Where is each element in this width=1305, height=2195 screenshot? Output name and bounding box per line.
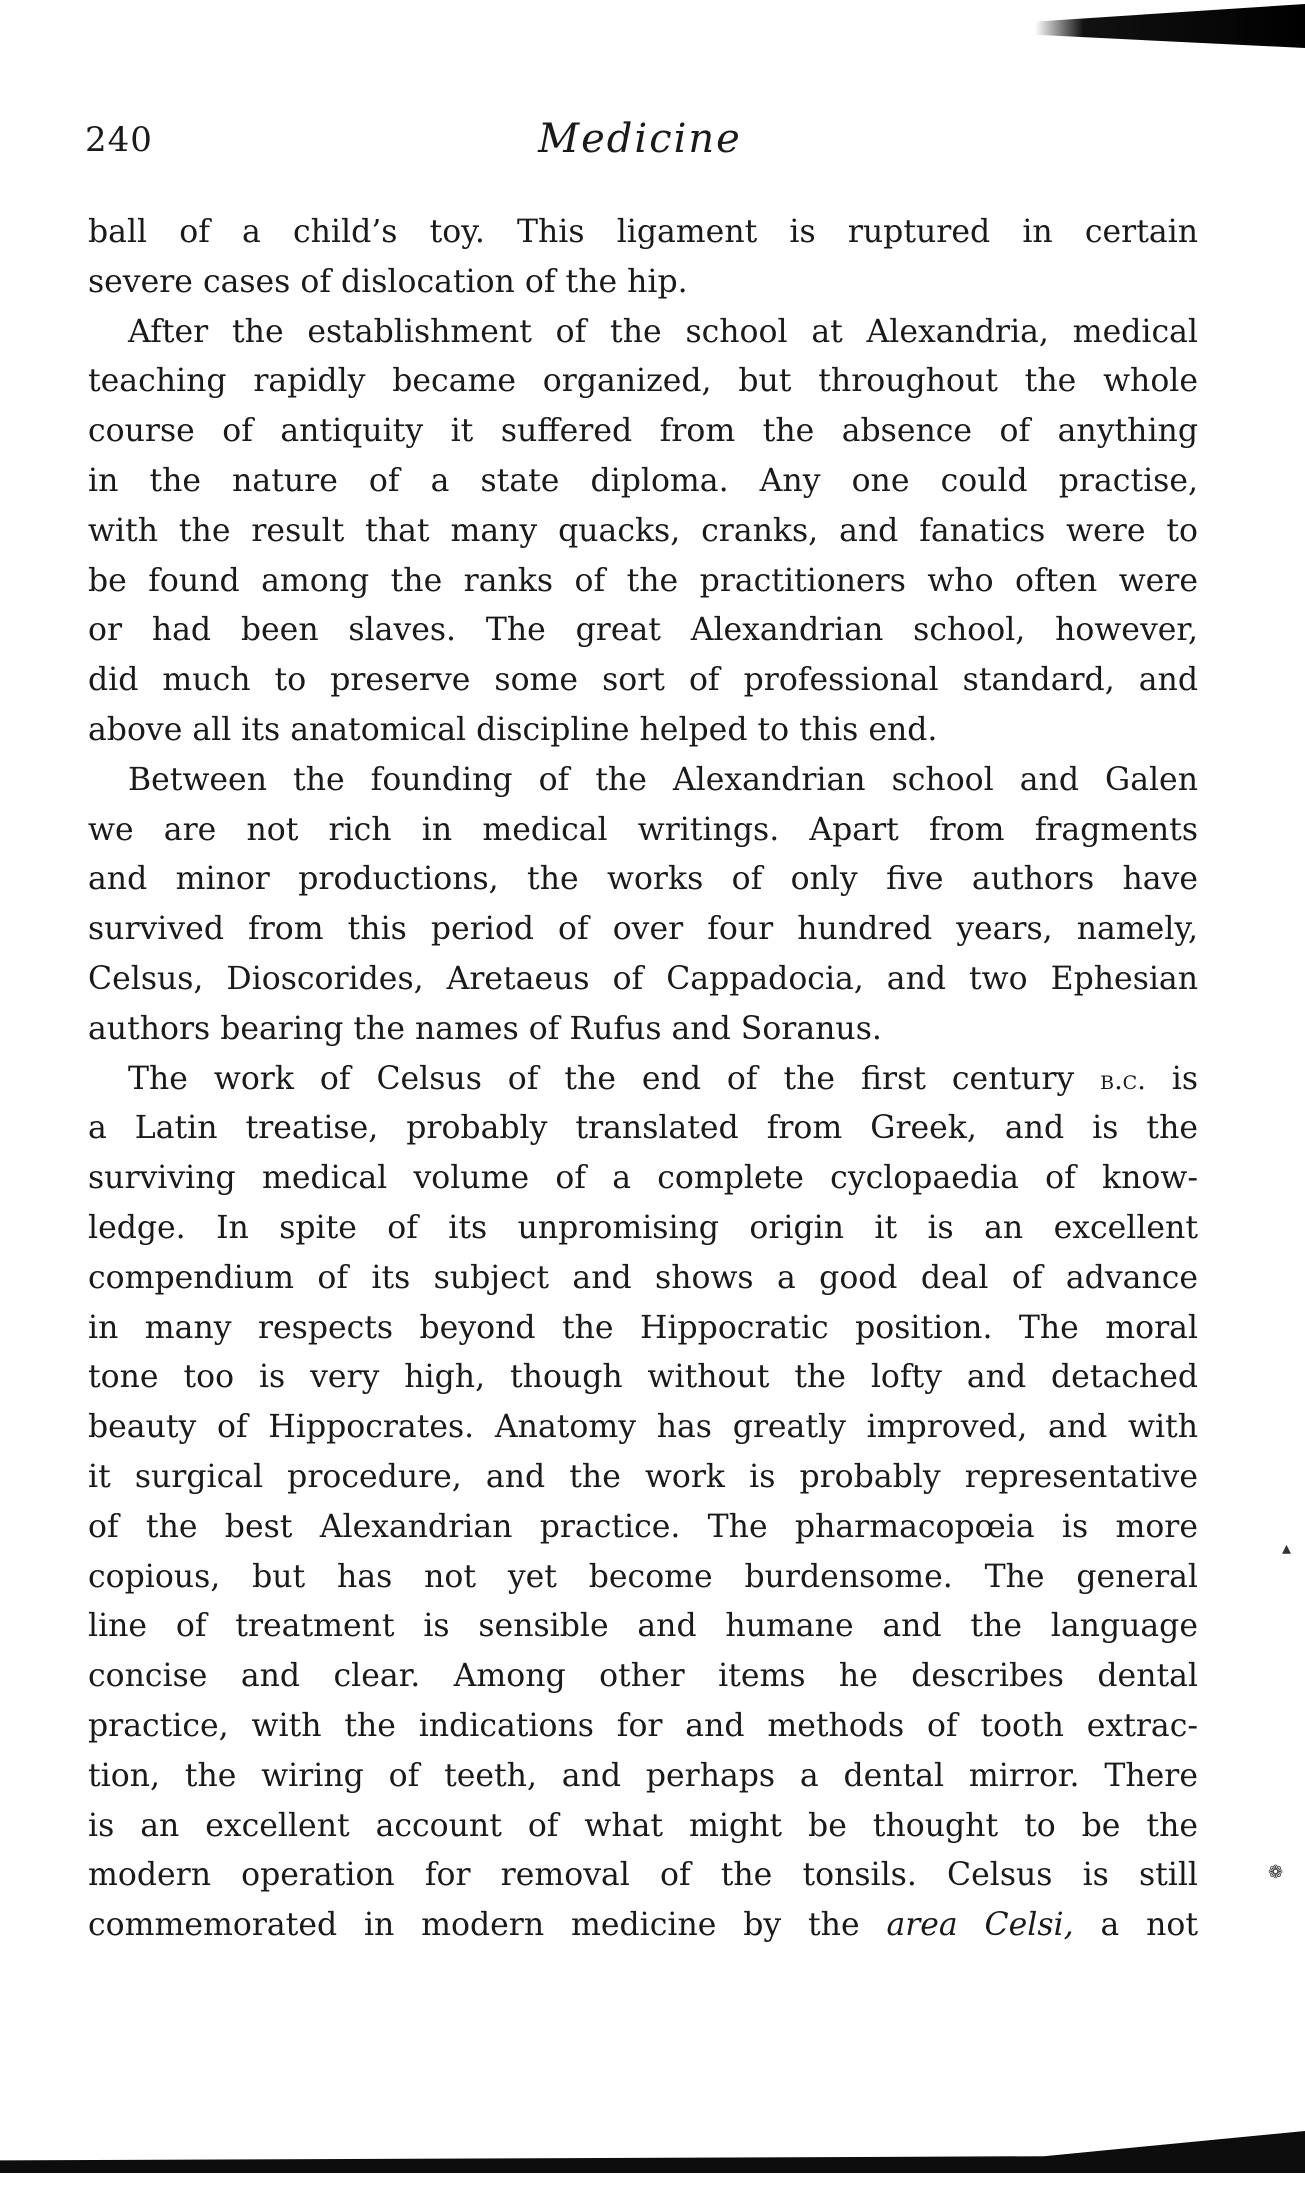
- text-line: line of treatment is sensible and humane and the language: [88, 1608, 1198, 1645]
- top-scan-edge: [1035, 4, 1305, 48]
- text-line: a Latin treatise, probably translated from Greek, and is the: [88, 1110, 1198, 1147]
- margin-speck: ▴: [1282, 1538, 1292, 1559]
- text-line: in the nature of a state diploma. Any one could practise,: [88, 462, 1198, 499]
- latin-term: area Celsi,: [886, 1907, 1074, 1944]
- text-line: and minor productions, the works of only five authors have: [88, 861, 1198, 898]
- era-abbreviation: b.c.: [1100, 1064, 1146, 1096]
- text-line: course of antiquity it suffered from the absence of anything: [88, 413, 1198, 450]
- text-segment: The work of Celsus of the end of the first century: [128, 1060, 1075, 1097]
- page-header: [85, 116, 1195, 180]
- text-line: copious, but has not yet become burdensome. The general: [88, 1558, 1198, 1595]
- text-line: is an excellent account of what might be thought to be the: [88, 1807, 1198, 1844]
- text-line: survived from this period of over four hundred years, namely,: [88, 911, 1198, 948]
- text-line: modern operation for removal of the tonsils. Celsus is still: [88, 1857, 1198, 1894]
- margin-speck: ❁: [1268, 1862, 1284, 1883]
- text-line: of the best Alexandrian practice. The pharmacopœia is more: [88, 1508, 1198, 1545]
- text-line: authors bearing the names of Rufus and Soranus.: [88, 1010, 882, 1047]
- paragraph-start: Between the founding of the Alexandrian school and Galen: [128, 761, 1198, 798]
- text-line: severe cases of dislocation of the hip.: [88, 263, 688, 300]
- text-line: Celsus, Dioscorides, Aretaeus of Cappadocia, and two Ephesian: [88, 960, 1198, 997]
- text-segment: a not: [1100, 1907, 1198, 1944]
- text-line: tion, the wiring of teeth, and perhaps a dental mirror. There: [88, 1757, 1198, 1794]
- paragraph-start: [88, 1055, 1198, 1105]
- text-line: practice, with the indications for and methods of tooth extrac-: [88, 1707, 1198, 1744]
- text-line: did much to preserve some sort of professional standard, and: [88, 662, 1198, 699]
- page-number: 240: [85, 120, 153, 160]
- paragraph-start: After the establishment of the school at Alexandria, medical: [128, 313, 1198, 350]
- text-line: in many respects beyond the Hippocratic position. The moral: [88, 1309, 1198, 1346]
- text-line: we are not rich in medical writings. Apart from fragments: [88, 811, 1198, 848]
- text-line: ball of a child’s toy. This ligament is ruptured in certain: [88, 214, 1198, 250]
- text-line: compendium of its subject and shows a good deal of advance: [88, 1259, 1198, 1296]
- text-segment: is: [1171, 1060, 1198, 1097]
- text-line: beauty of Hippocrates. Anatomy has greatly improved, and with: [88, 1409, 1198, 1446]
- text-line: be found among the ranks of the practitioners who often were: [88, 562, 1198, 599]
- text-line: above all its anatomical discipline helped to this end.: [88, 711, 938, 748]
- text-line: teaching rapidly became organized, but throughout the whole: [88, 363, 1198, 400]
- text-line: [88, 1901, 1198, 1951]
- text-line: surviving medical volume of a complete cyclopaedia of know-: [88, 1160, 1198, 1197]
- text-line: ledge. In spite of its unpromising origin it is an excellent: [88, 1209, 1198, 1246]
- text-line: concise and clear. Among other items he describes dental: [88, 1658, 1198, 1695]
- text-line: tone too is very high, though without the lofty and detached: [88, 1359, 1198, 1396]
- text-line: it surgical procedure, and the work is probably representative: [88, 1458, 1198, 1495]
- body-text: [88, 208, 1198, 1951]
- text-segment: commemorated in modern medicine by the: [88, 1907, 860, 1944]
- bottom-scan-edge: [0, 2131, 1305, 2173]
- text-line: with the result that many quacks, cranks, and fanatics were to: [88, 512, 1198, 549]
- text-line: or had been slaves. The great Alexandrian school, however,: [88, 612, 1198, 649]
- running-title: Medicine: [538, 116, 742, 162]
